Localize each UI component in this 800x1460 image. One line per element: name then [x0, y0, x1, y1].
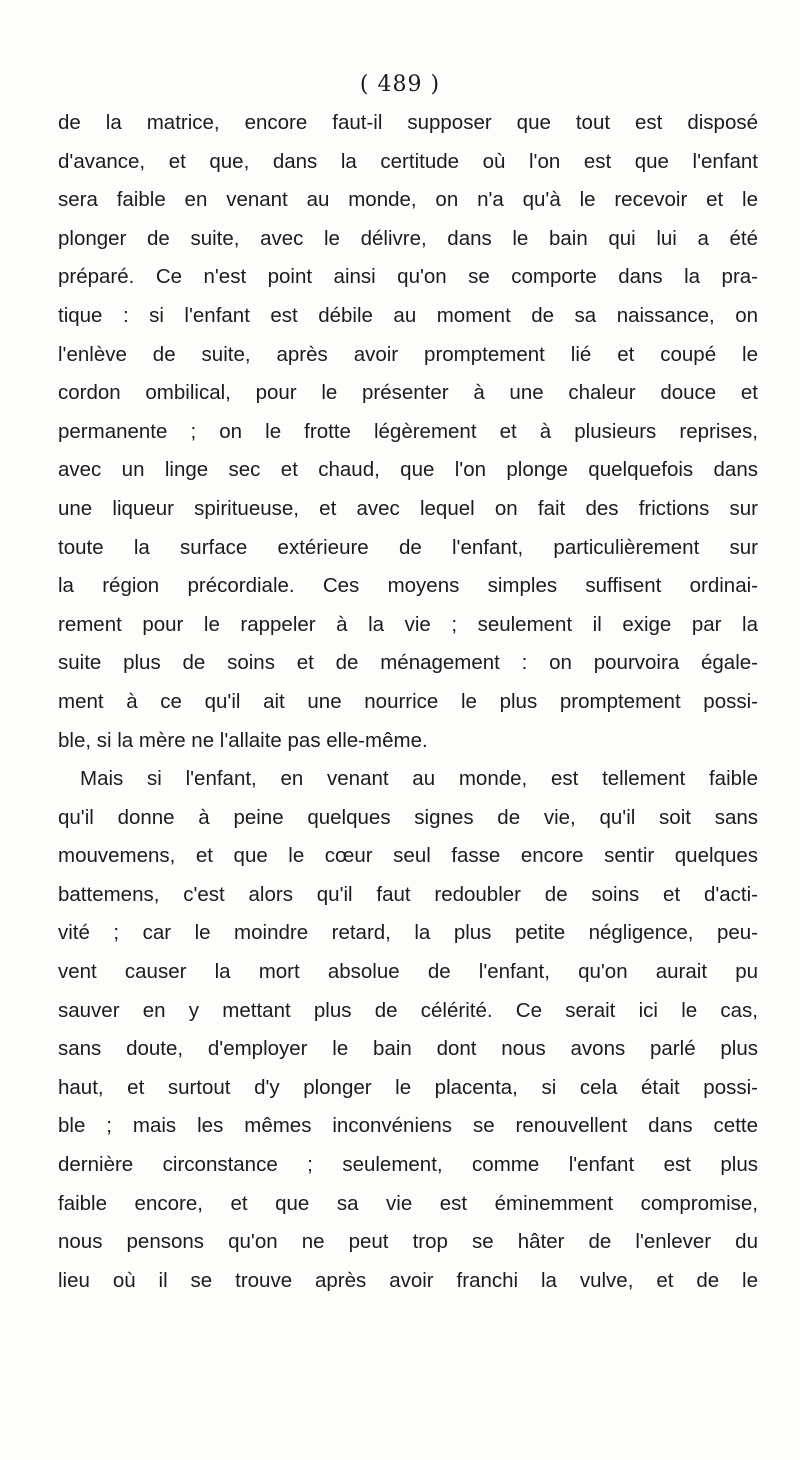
- text-line: ment à ce qu'il ait une nourrice le plus promptement possi-: [58, 689, 758, 713]
- text-line: ble, si la mère ne l'allaite pas elle-même.: [58, 728, 428, 752]
- text-line: d'avance, et que, dans la certitude où l'on est que l'enfant: [58, 149, 758, 173]
- text-line: vité ; car le moindre retard, la plus petite négligence, peu-: [58, 921, 758, 945]
- text-line: avec un linge sec et chaud, que l'on plonge quelquefois dans: [58, 458, 758, 482]
- text-line: permanente ; on le frotte légèrement et à plusieurs reprises,: [58, 419, 758, 443]
- text-line: mouvemens, et que le cœur seul fasse encore sentir quelques: [58, 844, 758, 868]
- page-number: ( 489 ): [359, 72, 441, 97]
- text-line: rement pour le rappeler à la vie ; seulement il exige par la: [58, 612, 758, 636]
- text-line: sera faible en venant au monde, on n'a qu'à le recevoir et le: [58, 188, 758, 212]
- paragraph-1: [58, 104, 758, 760]
- text-line: de la matrice, encore faut-il supposer que tout est disposé: [58, 111, 758, 134]
- text-line: battemens, c'est alors qu'il faut redoubler de soins et d'acti-: [58, 882, 758, 906]
- text-line: nous pensons qu'on ne peut trop se hâter de l'enlever du: [58, 1230, 758, 1254]
- text-line: toute la surface extérieure de l'enfant, particulièrement sur: [58, 535, 758, 559]
- text-line: une liqueur spiritueuse, et avec lequel on fait des frictions sur: [58, 496, 758, 520]
- body-text: [58, 104, 758, 1300]
- text-line: dernière circonstance ; seulement, comme l'enfant est plus: [58, 1153, 758, 1177]
- text-line: faible encore, et que sa vie est éminemment compromise,: [58, 1191, 758, 1215]
- text-line: sans doute, d'employer le bain dont nous avons parlé plus: [58, 1037, 758, 1061]
- text-line: qu'il donne à peine quelques signes de vie, qu'il soit sans: [58, 805, 758, 829]
- text-line: la région précordiale. Ces moyens simples suffisent ordinai-: [58, 574, 758, 598]
- text-line: sauver en y mettant plus de célérité. Ce serait ici le cas,: [58, 998, 758, 1022]
- text-line: haut, et surtout d'y plonger le placenta, si cela était possi-: [58, 1075, 758, 1099]
- text-line: cordon ombilical, pour le présenter à une chaleur douce et: [58, 381, 758, 405]
- text-line: tique : si l'enfant est débile au moment de sa naissance, on: [58, 303, 758, 327]
- text-line: plonger de suite, avec le délivre, dans le bain qui lui a été: [58, 226, 758, 250]
- text-line: Mais si l'enfant, en venant au monde, est tellement faible: [80, 767, 758, 791]
- text-line: l'enlève de suite, après avoir promptement lié et coupé le: [58, 342, 758, 366]
- text-line: suite plus de soins et de ménagement : on pourvoira égale-: [58, 651, 758, 675]
- paragraph-2: [58, 760, 758, 1300]
- text-line: vent causer la mort absolue de l'enfant, qu'on aurait pu: [58, 960, 758, 984]
- text-line: préparé. Ce n'est point ainsi qu'on se comporte dans la pra-: [58, 265, 758, 289]
- text-line: lieu où il se trouve après avoir franchi la vulve, et de le: [58, 1268, 758, 1292]
- text-line: ble ; mais les mêmes inconvéniens se renouvellent dans cette: [58, 1114, 758, 1138]
